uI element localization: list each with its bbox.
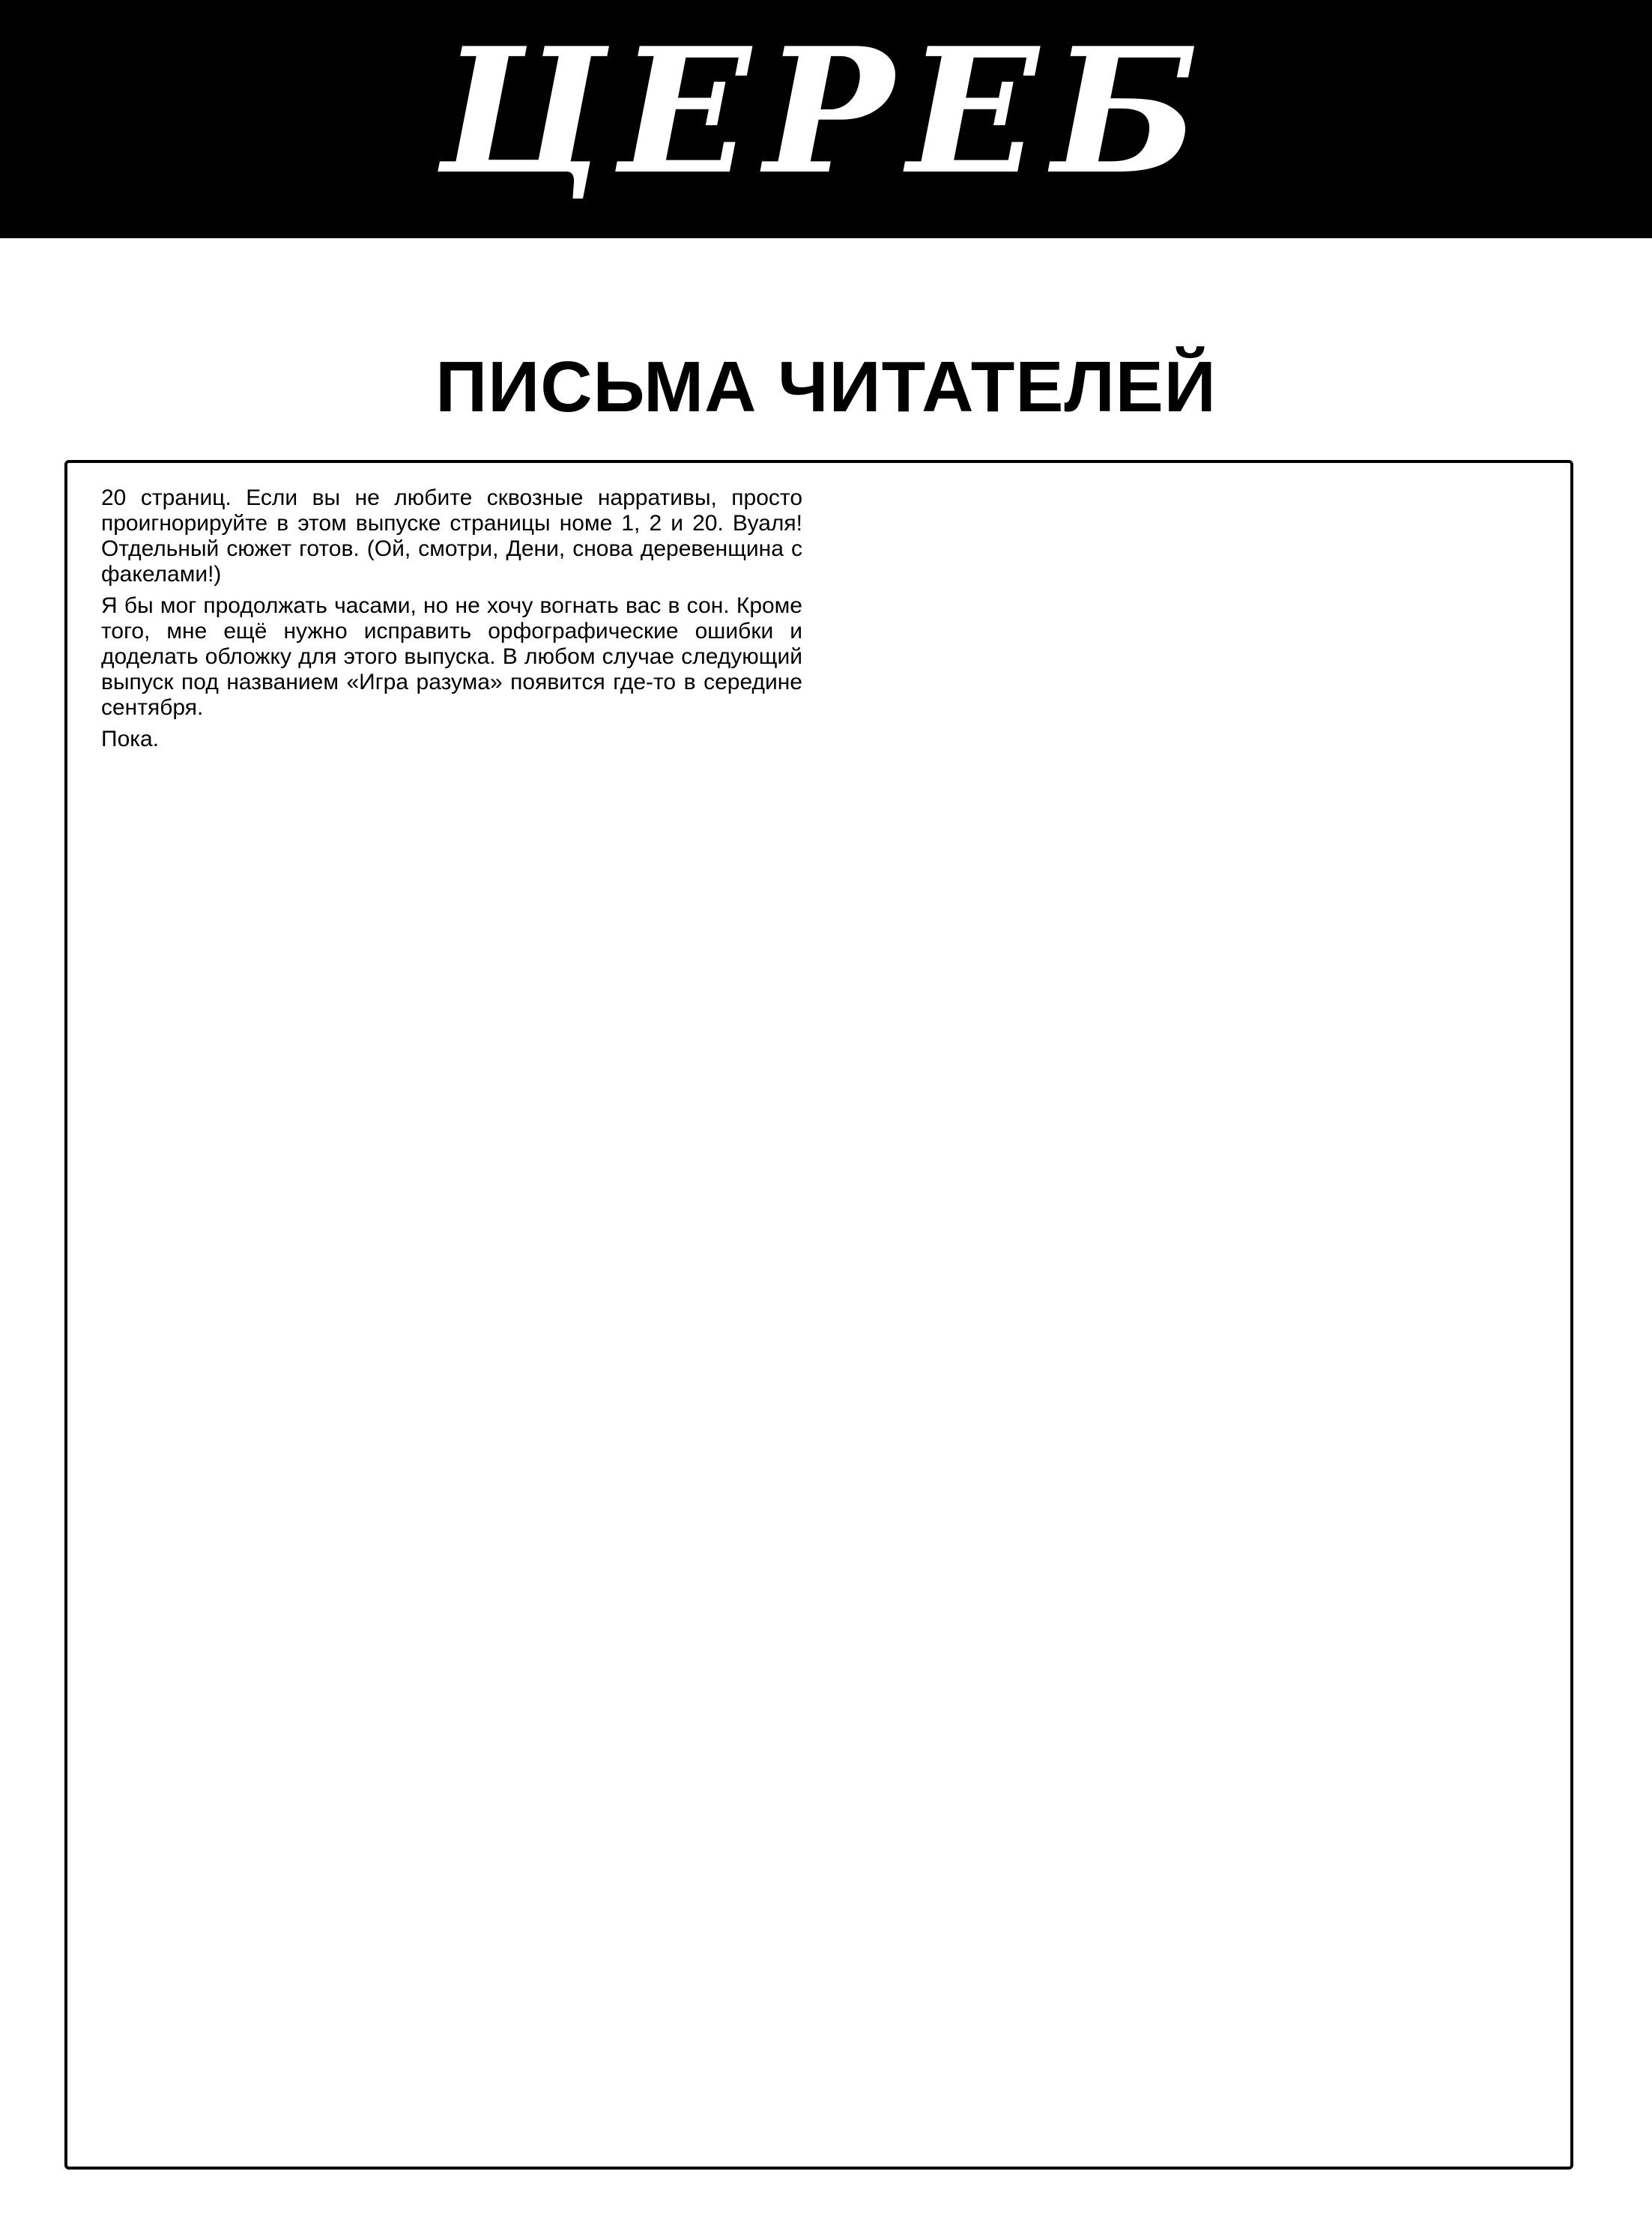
section-title: ПИСЬМА ЧИТАТЕЛЕЙ xyxy=(435,347,1217,428)
masthead-banner xyxy=(0,0,1652,238)
letters-text-column xyxy=(101,485,802,758)
letter-paragraph: Пока. xyxy=(101,727,160,751)
letter-paragraph: Я бы мог продолжать часами, но не хочу вогнать вас в сон. Кроме того, мне ещё нужно исправить орфографические ошибки и доделать обложку для этого выпуска. В любом случае следующий выпуск под названием «Игра разума» появится где-то в середине сентября. xyxy=(101,593,802,720)
letters-column-frame xyxy=(64,460,1573,2170)
cerebus-logo: ЦЕРЕБ xyxy=(439,10,1213,213)
letter-paragraph: 20 страниц. Если вы не любите сквозные нарративы, просто проигнорируйте в этом выпуске страницы номе 1, 2 и 20. Вуаля! Отдельный сюжет готов. (Ой, смотри, Дени, снова деревенщина с факелами!) xyxy=(101,485,802,587)
